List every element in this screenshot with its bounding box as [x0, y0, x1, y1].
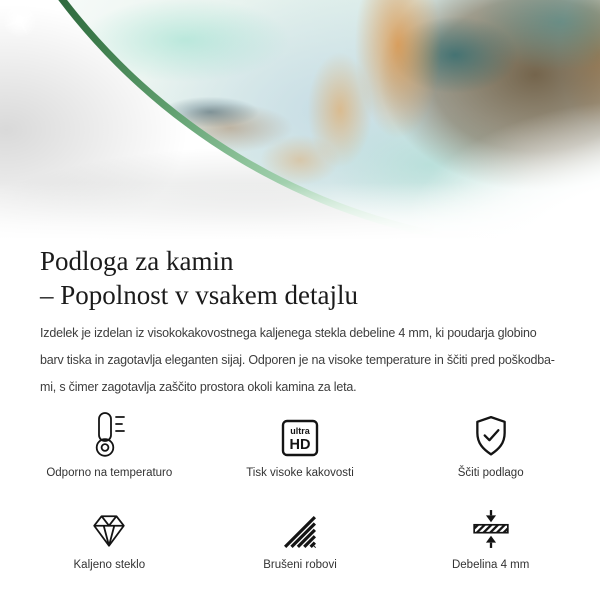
feature-label: Debelina 4 mm: [451, 559, 530, 571]
thickness-icon: [472, 503, 510, 549]
title-line-2: – Popolnost v vsakem detajlu: [40, 280, 358, 310]
feature-label: Odporno na temperaturo: [46, 467, 173, 479]
feature-label: Ščiti podlago: [457, 467, 524, 479]
feature-polished-edges: [205, 503, 396, 573]
description-line-2: barv tiska in zagotavlja eleganten sijaj. Odporen je na visoke temperature in ščiti pred poškodba-: [40, 353, 555, 367]
thermometer-icon: [91, 411, 127, 457]
features-grid: [0, 411, 600, 573]
feature-thickness: [395, 503, 586, 573]
content-area: [0, 240, 600, 573]
description-line-1: Izdelek je izdelan iz visokokakovostnega kaljenega stekla debeline 4 mm, ki poudarja globino: [40, 326, 537, 340]
feature-high-quality-print: [205, 411, 396, 481]
feature-label: Brušeni robovi: [263, 559, 337, 571]
feature-tempered-glass: [14, 503, 205, 573]
feature-protects-surface: [395, 411, 586, 481]
diamond-icon: [90, 503, 128, 549]
ultra-hd-badge-bottom: HD: [289, 437, 311, 453]
ultra-hd-badge-top: ultra: [290, 426, 310, 436]
product-photo: [0, 0, 600, 240]
page-title: [40, 240, 560, 312]
product-description: [40, 320, 560, 401]
description-line-3: mi, s čimer zagotavlja zaščito prostora okoli kamina za leta.: [40, 380, 357, 394]
feature-label: Kaljeno steklo: [73, 559, 146, 571]
photo-fade-overlay: [0, 0, 600, 240]
feature-label: Tisk visoke kakovosti: [246, 467, 354, 479]
shield-check-icon: [472, 411, 510, 457]
ultra-hd-icon: [281, 411, 319, 457]
feature-temperature-resistant: [14, 411, 205, 481]
title-line-1: Podloga za kamin: [40, 246, 234, 276]
bevelled-edges-icon: [283, 503, 317, 549]
